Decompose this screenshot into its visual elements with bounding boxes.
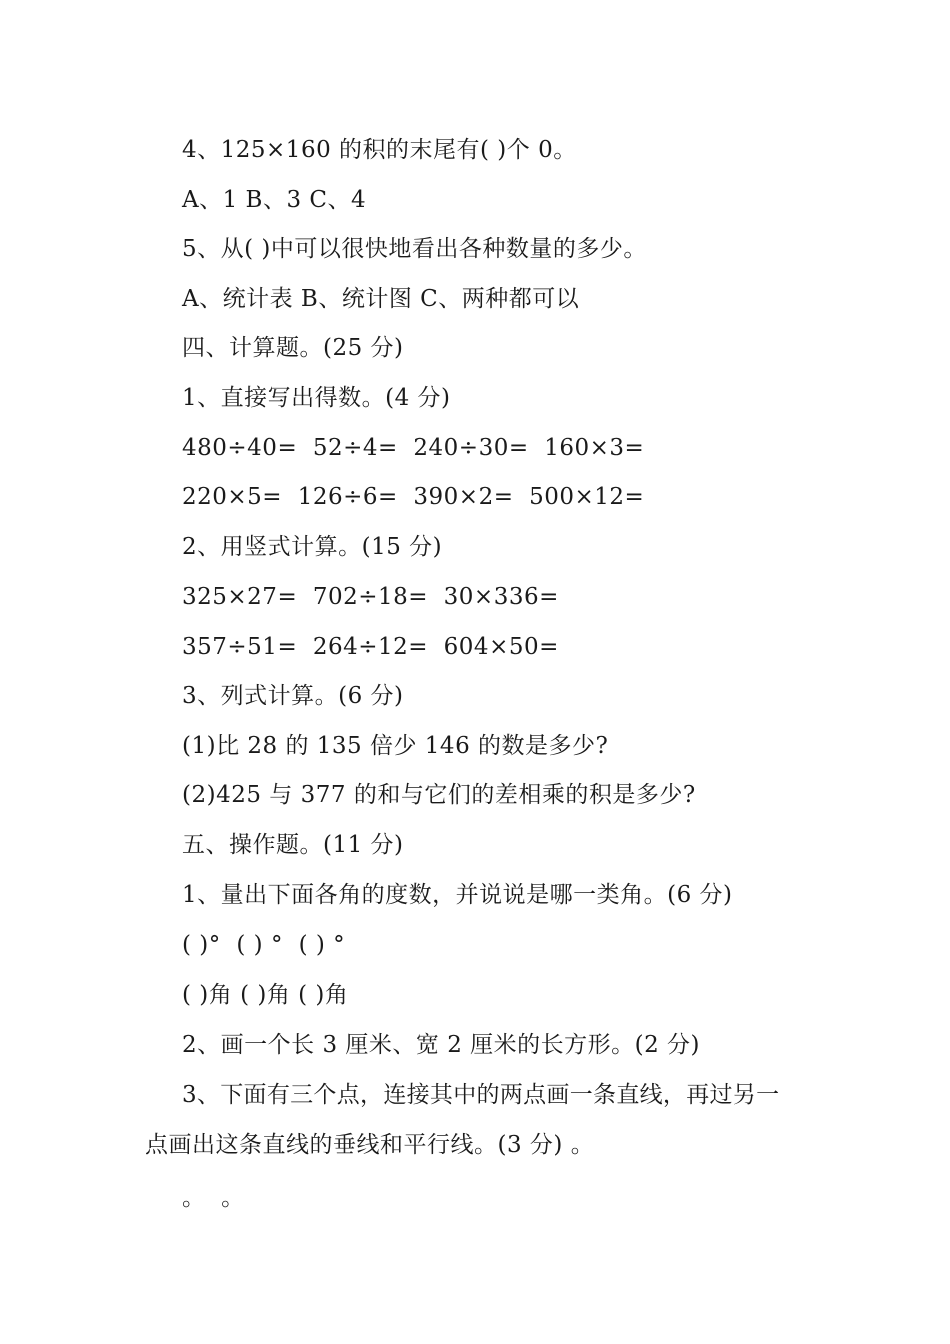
calc-3-item-1: (1)比 28 的 135 倍少 146 的数是多少?: [182, 733, 609, 759]
operation-1-angle-types: ( )角 ( )角 ( )角: [182, 982, 349, 1008]
question-5-options: A、统计表 B、统计图 C、两种都可以: [182, 286, 580, 312]
question-5: 5、从( )中可以很快地看出各种数量的多少。: [182, 236, 647, 262]
calc-1-row-2: 220×5= 126÷6= 390×2= 500×12=: [182, 484, 645, 510]
calc-1-row-1: 480÷40= 52÷4= 240÷30= 160×3=: [182, 435, 645, 461]
calc-2-row-2: 357÷51= 264÷12= 604×50=: [182, 634, 559, 660]
operation-1: 1、量出下面各角的度数，并说说是哪一类角。(6 分): [182, 882, 733, 908]
calc-2-heading: 2、用竖式计算。(15 分): [182, 534, 443, 560]
section-4-heading: 四、计算题。(25 分): [182, 335, 404, 361]
section-5-heading: 五、操作题。(11 分): [182, 832, 404, 858]
question-4-options: A、1 B、3 C、4: [182, 187, 367, 213]
operation-1-degrees: ( )° ( ) ° ( ) °: [182, 932, 346, 958]
operation-3-continued: 点画出这条直线的垂线和平行线。(3 分) 。: [145, 1132, 595, 1158]
calc-3-heading: 3、列式计算。(6 分): [182, 683, 404, 709]
question-4: 4、125×160 的积的末尾有( )个 0。: [182, 137, 577, 163]
calc-1-heading: 1、直接写出得数。(4 分): [182, 385, 451, 411]
calc-2-row-1: 325×27= 702÷18= 30×336=: [182, 584, 559, 610]
operation-3-points: 。 。: [182, 1185, 245, 1211]
operation-2: 2、画一个长 3 厘米、宽 2 厘米的长方形。(2 分): [182, 1032, 701, 1058]
calc-3-item-2: (2)425 与 377 的和与它们的差相乘的积是多少?: [182, 782, 696, 808]
operation-3: 3、下面有三个点，连接其中的两点画一条直线，再过另一: [182, 1082, 780, 1108]
